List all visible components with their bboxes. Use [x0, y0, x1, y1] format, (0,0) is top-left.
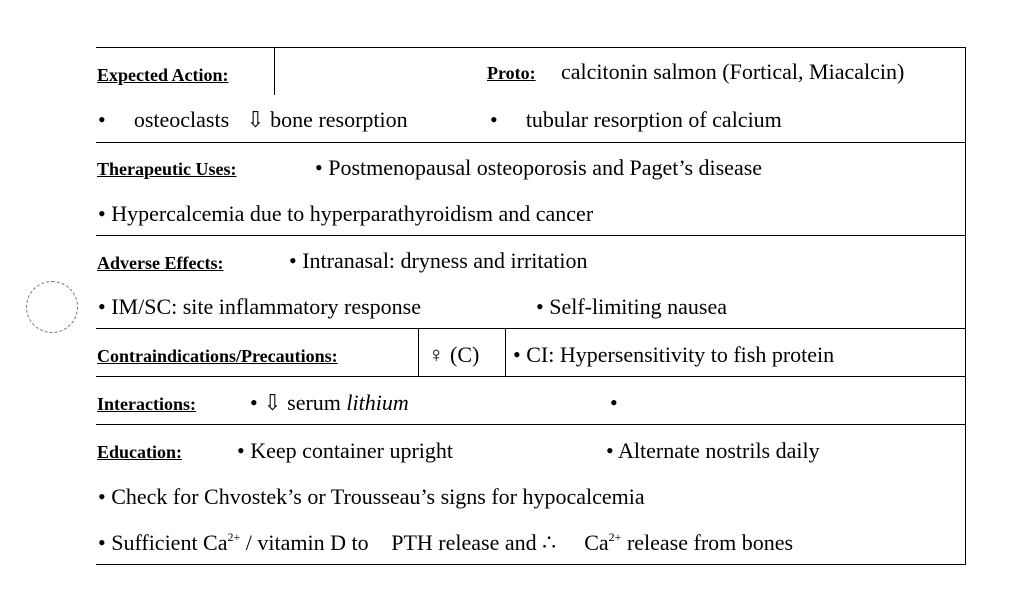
loading-spinner-icon [26, 281, 78, 333]
expected-action-bullet: • tubular resorption of calcium [490, 107, 760, 132]
education-bullet: • Sufficient $Ca^{2+}$ / vitamin D to PTH release and ∴ $Ca^{2+}$ release from bones [98, 530, 754, 555]
education-bullet: • Check for Chvostek’s or Trousseau’s signs for hypocalcemia [98, 484, 645, 509]
divider [96, 376, 966, 377]
adverse-effects-label: Adverse Effects: [97, 253, 224, 273]
divider [96, 424, 966, 425]
interactions-label: Interactions: [97, 394, 196, 414]
adverse-effect-bullet: • Self-limiting nausea [536, 294, 727, 319]
contraindication-bullet: • CI: Hypersensitivity to fish protein [513, 342, 835, 367]
divider [505, 328, 506, 376]
proto-label: Proto: [487, 63, 536, 83]
contraindications-label: Contraindications/Precautions: [97, 346, 338, 366]
therapeutic-use-bullet: • Postmenopausal osteoporosis and Paget’s disease [315, 155, 763, 180]
prototype-drug-name: calcitonin salmon (Fortical, Miacalcin) [561, 59, 905, 84]
expected-action-bullet: • osteoclasts ⇩ bone resorption [98, 107, 374, 132]
interaction-bullet-empty: • [610, 390, 618, 415]
divider [96, 142, 966, 143]
divider [96, 328, 966, 329]
adverse-effect-bullet: • IM/SC: site inflammatory response [98, 294, 421, 319]
interaction-drug: lithium [346, 390, 409, 415]
pregnancy-category: ♀ (C) [428, 342, 480, 367]
education-bullet: • Keep container upright [237, 438, 454, 463]
therapeutic-uses-label: Therapeutic Uses: [97, 159, 237, 179]
therapeutic-use-bullet: • Hypercalcemia due to hyperparathyroidism and cancer [98, 201, 594, 226]
interaction-bullet: • ⇩ serum lithium [250, 390, 409, 415]
adverse-effect-bullet: • Intranasal: dryness and irritation [289, 248, 588, 273]
education-bullet: • Alternate nostrils daily [606, 438, 820, 463]
education-label: Education: [97, 442, 183, 462]
divider [418, 328, 419, 376]
divider [274, 47, 275, 95]
divider [96, 235, 966, 236]
expected-action-label: Expected Action: [97, 65, 229, 85]
